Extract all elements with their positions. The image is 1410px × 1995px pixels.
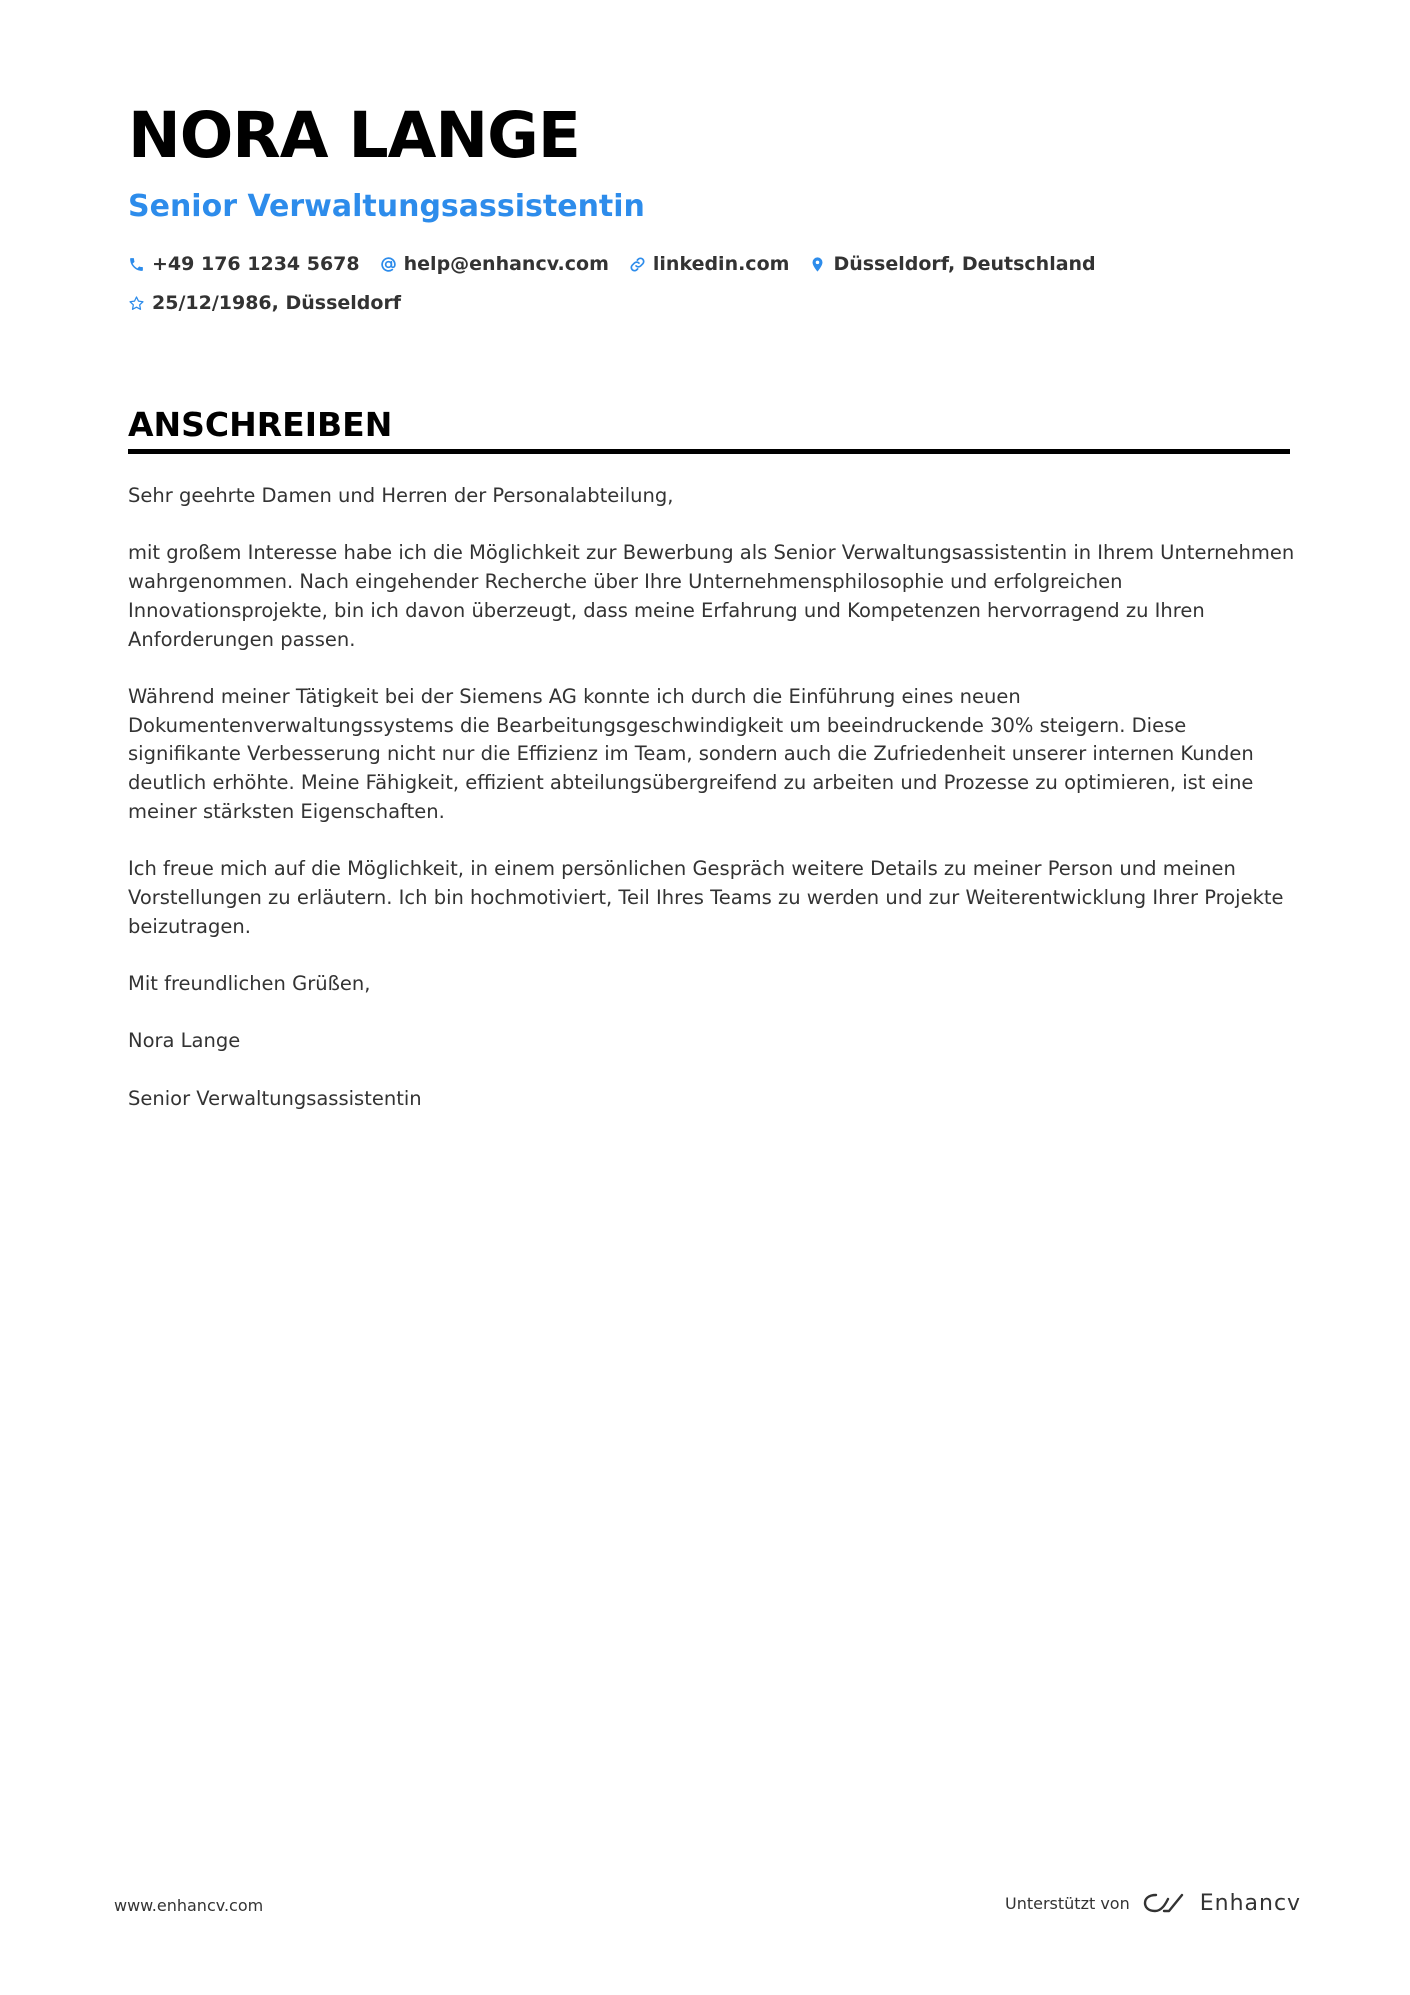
link-icon — [629, 256, 646, 273]
star-icon — [128, 295, 145, 312]
brand-name: Enhancv — [1199, 1890, 1302, 1916]
map-pin-icon — [809, 256, 826, 273]
contact-location — [809, 253, 1095, 275]
letter-paragraph: Ich freue mich auf die Möglichkeit, in einem persönlichen Gespräch weitere Details zu meiner Person und meinen Vorstellungen zu erläutern. Ich bin hochmotiviert, Teil Ihres Teams zu werden und zur Weiterentwicklung Ihrer Projekte beizutragen. — [128, 857, 1284, 938]
linkedin-text[interactable]: linkedin.com — [652, 253, 790, 275]
signature-title: Senior Verwaltungsassistentin — [128, 1086, 422, 1110]
footer-website[interactable]: www.enhancv.com — [114, 1896, 264, 1915]
applicant-role: Senior Verwaltungsassistentin — [128, 189, 645, 224]
at-icon — [380, 256, 397, 273]
letter-body — [128, 482, 1298, 1142]
contact-row-secondary — [128, 292, 401, 314]
phone-text: +49 176 1234 5678 — [152, 253, 360, 275]
contact-phone — [128, 253, 360, 275]
letter-paragraph: Während meiner Tätigkeit bei der Siemens AG konnte ich durch die Einführung eines neuen Dokumentenverwaltungssystems die Bearbeitungsgeschwindigkeit um beeindruckende 30% steigern. Diese signifikante Verbesserung nicht nur die Effizienz im Team, sondern auch die Zufriedenheit unserer internen Kunden deutlich erhöhte. Meine Fähigkeit, effizient abteilungsübergreifend zu arbeiten und Prozesse zu optimieren, ist eine meiner stärksten Eigenschaften. — [128, 684, 1254, 823]
footer-branding — [1005, 1890, 1301, 1916]
location-text: Düsseldorf, Deutschland — [833, 253, 1096, 275]
powered-by-text: Unterstützt von — [1005, 1893, 1130, 1913]
contact-linkedin — [629, 253, 790, 275]
letter-paragraph: mit großem Interesse habe ich die Möglichkeit zur Bewerbung als Senior Verwaltungsassistentin in Ihrem Unternehmen wahrgenommen. Nach eingehender Recherche über Ihre Unternehmensphilosophie und erfolgreichen Innovationsprojekte, bin ich davon überzeugt, dass meine Erfahrung und Kompetenzen hervorragend zu Ihren Anforderungen passen. — [128, 541, 1295, 651]
signature-name: Nora Lange — [128, 1029, 241, 1053]
phone-icon — [128, 256, 145, 273]
applicant-name: NORA LANGE — [128, 99, 580, 172]
birth-text: 25/12/1986, Düsseldorf — [152, 292, 402, 314]
email-text: help@enhancv.com — [403, 253, 609, 275]
contact-birth — [128, 292, 401, 314]
contact-email — [380, 253, 609, 275]
section-title: ANSCHREIBEN — [128, 405, 393, 444]
enhancv-logo-icon — [1142, 1890, 1188, 1916]
contact-row-primary — [128, 253, 1096, 275]
letter-salutation: Sehr geehrte Damen und Herren der Personalabteilung, — [128, 484, 674, 507]
section-divider — [128, 449, 1290, 454]
letter-closing: Mit freundlichen Grüßen, — [128, 971, 371, 995]
